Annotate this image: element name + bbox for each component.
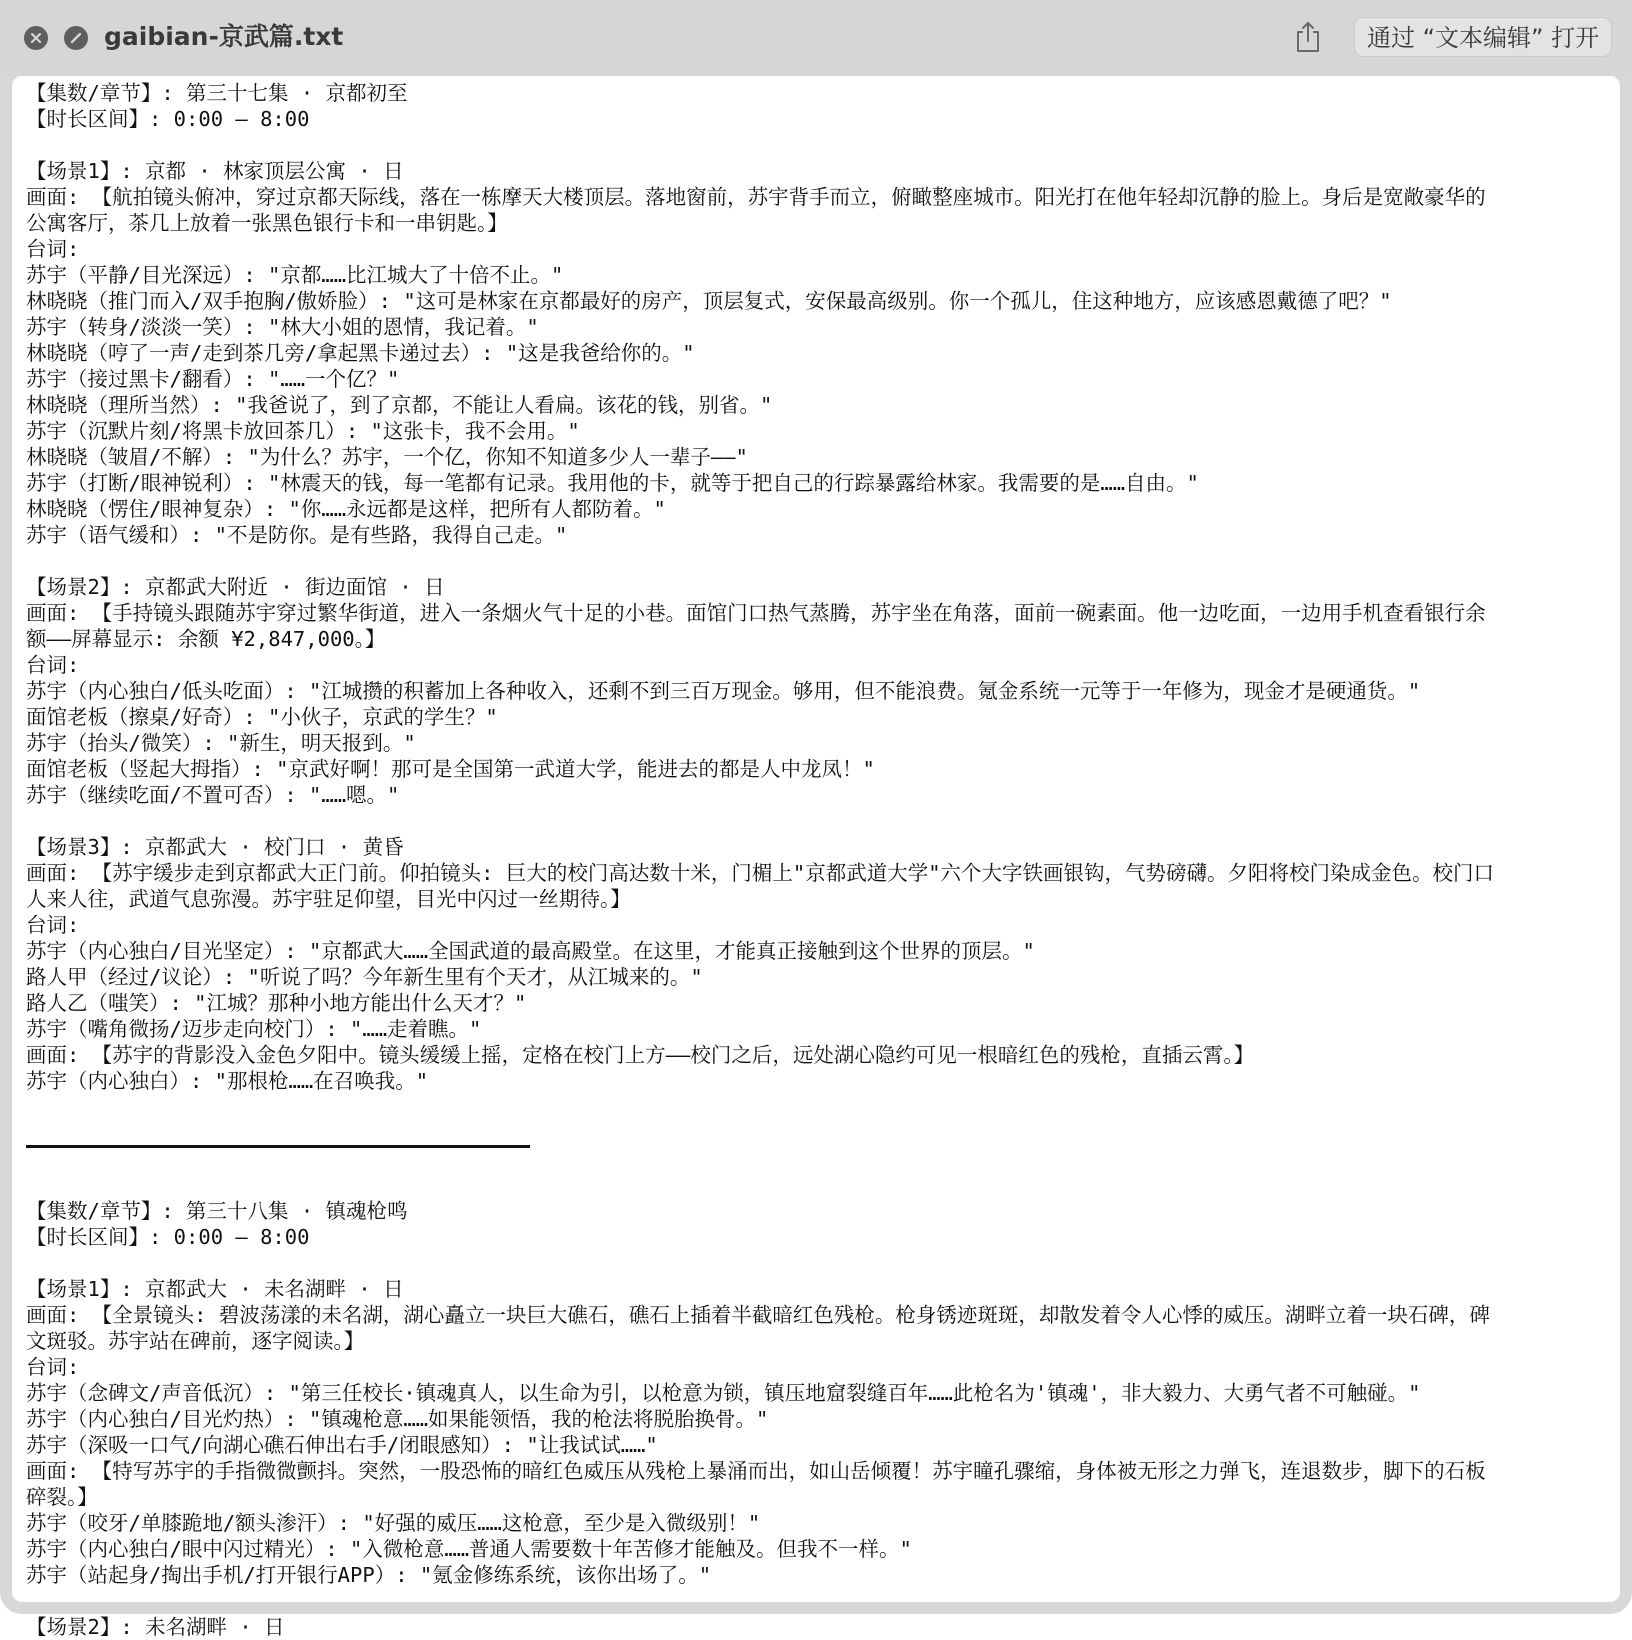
blank-line: [26, 1172, 1618, 1198]
text-line: 【集数/章节】: 第三十七集 · 京都初至: [26, 81, 408, 105]
section-divider: [26, 1120, 1618, 1172]
text-line: 台词:: [26, 237, 80, 261]
text-line: 碎裂。】: [26, 1485, 98, 1509]
text-line: 苏宇（内心独白/低头吃面）: "江城攒的积蓄加上各种收入，还剩不到三百万现金。够用，但不能浪费。氪金系统一元等于一年修为，现金才是硬通货。": [26, 679, 1421, 703]
text-line: 苏宇（沉默片刻/将黑卡放回茶几）: "这张卡，我不会用。": [26, 419, 580, 443]
text-line: 画面: 【手持镜头跟随苏宇穿过繁华街道，进入一条烟火气十足的小巷。面馆门口热气蒸腾，苏宇坐在角落，面前一碗素面。他一边吃面，一边用手机查看银行余: [26, 601, 1486, 625]
text-line: 【场景3】: 京都武大 · 校门口 · 黄昏: [26, 835, 404, 859]
text-line: 苏宇（念碑文/声音低沉）: "第三任校长·镇魂真人，以生命为引，以枪意为锁，镇压地窟裂缝百年……此枪名为'镇魂'，非大毅力、大勇气者不可触碰。": [26, 1381, 1421, 1405]
text-line: 林晓晓（哼了一声/走到茶几旁/拿起黑卡递过去）: "这是我爸给你的。": [26, 341, 695, 365]
blank-line: [26, 1250, 1618, 1276]
document-title: gaibian-京武篇.txt: [104, 22, 344, 51]
blank-line: [26, 1094, 1618, 1120]
text-line: 林晓晓（理所当然）: "我爸说了，到了京都，不能让人看扁。该花的钱，别省。": [26, 393, 773, 417]
text-line: 苏宇（继续吃面/不置可否）: "……嗯。": [26, 783, 400, 807]
document-content[interactable]: [12, 76, 1620, 1639]
text-line: 苏宇（内心独白）: "那根枪……在召唤我。": [26, 1069, 429, 1093]
text-line: 画面: 【苏宇缓步走到京都武大正门前。仰拍镜头: 巨大的校门高达数十米，门楣上"京都武道大学"六个大字铁画银钩，气势磅礴。夕阳将校门染成金色。校门口: [26, 861, 1495, 885]
text-line: 画面: 【特写苏宇的手指微微颤抖。突然，一股恐怖的暗红色威压从残枪上暴涌而出，如山岳倾覆！苏宇瞳孔骤缩，身体被无形之力弹飞，连退数步，脚下的石板: [26, 1459, 1486, 1483]
text-line: 苏宇（语气缓和）: "不是防你。是有些路，我得自己走。": [26, 523, 568, 547]
text-line: 【集数/章节】: 第三十八集 · 镇魂枪鸣: [26, 1199, 408, 1223]
text-line: 画面: 【苏宇的背影没入金色夕阳中。镜头缓缓上摇，定格在校门上方——校门之后，远处湖心隐约可见一根暗红色的残枪，直插云霄。】: [26, 1043, 1255, 1067]
text-line: 路人甲（经过/议论）: "听说了吗？今年新生里有个天才，从江城来的。": [26, 965, 703, 989]
title-bar: [0, 0, 1632, 76]
text-line: 画面: 【全景镜头: 碧波荡漾的未名湖，湖心矗立一块巨大礁石，礁石上插着半截暗红色残枪。枪身锈迹斑斑，却散发着令人心悸的威压。湖畔立着一块石碑，碑: [26, 1303, 1490, 1327]
text-line: 画面: 【航拍镜头俯冲，穿过京都天际线，落在一栋摩天大楼顶层。落地窗前，苏宇背手而立，俯瞰整座城市。阳光打在他年轻却沉静的脸上。身后是宽敞豪华的: [26, 185, 1486, 209]
text-line: 面馆老板（竖起大拇指）: "京武好啊！那可是全国第一武道大学，能进去的都是人中龙凤！": [26, 757, 875, 781]
text-line: 苏宇（抬头/微笑）: "新生，明天报到。": [26, 731, 416, 755]
text-line: 【场景2】: 未名湖畔 · 日: [26, 1615, 285, 1639]
text-line: 【时长区间】: 0:00 – 8:00: [26, 107, 310, 131]
disabled-window-button[interactable]: [64, 26, 88, 50]
text-line: 苏宇（内心独白/目光灼热）: "镇魂枪意……如果能领悟，我的枪法将脱胎换骨。": [26, 1407, 769, 1431]
close-button[interactable]: [24, 26, 48, 50]
text-line: 面馆老板（擦桌/好奇）: "小伙子，京武的学生？": [26, 705, 498, 729]
text-line: 【场景2】: 京都武大附近 · 街边面馆 · 日: [26, 575, 445, 599]
text-line: 苏宇（平静/目光深远）: "京都……比江城大了十倍不止。": [26, 263, 564, 287]
text-line: 苏宇（咬牙/单膝跪地/额头渗汗）: "好强的威压……这枪意，至少是入微级别！": [26, 1511, 761, 1535]
text-line: 【时长区间】: 0:00 – 8:00: [26, 1225, 310, 1249]
text-line: 公寓客厅，茶几上放着一张黑色银行卡和一串钥匙。】: [26, 211, 508, 235]
share-button[interactable]: [1294, 20, 1322, 54]
text-line: 林晓晓（愣住/眼神复杂）: "你……永远都是这样，把所有人都防着。": [26, 497, 666, 521]
blank-line: [26, 548, 1618, 574]
text-line: 林晓晓（皱眉/不解）: "为什么？苏宇，一个亿，你知不知道多少人一辈子——": [26, 445, 748, 469]
document-text: [26, 80, 1618, 1640]
text-line: 苏宇（内心独白/目光坚定）: "京都武大……全国武道的最高殿堂。在这里，才能真正接触到这个世界的顶层。": [26, 939, 1035, 963]
text-line: 台词:: [26, 1355, 80, 1379]
text-line: 苏宇（打断/眼神锐利）: "林震天的钱，每一笔都有记录。我用他的卡，就等于把自己的行踪暴露给林家。我需要的是……自由。": [26, 471, 1199, 495]
text-line: 路人乙（嗤笑）: "江城？那种小地方能出什么天才？": [26, 991, 527, 1015]
text-line: 苏宇（接过黑卡/翻看）: "……一个亿？": [26, 367, 400, 391]
disable-icon: [69, 31, 83, 45]
text-line: 额——屏幕显示: 余额 ¥2,847,000。】: [26, 627, 386, 651]
text-line: 台词:: [26, 653, 80, 677]
text-line: 【场景1】: 京都 · 林家顶层公寓 · 日: [26, 159, 404, 183]
text-line: 台词:: [26, 913, 80, 937]
text-line: 苏宇（嘴角微扬/迈步走向校门）: "……走着瞧。": [26, 1017, 482, 1041]
close-icon: [30, 32, 42, 44]
blank-line: [26, 1588, 1618, 1614]
text-line: 苏宇（深吸一口气/向湖心礁石伸出右手/闭眼感知）: "让我试试……": [26, 1433, 658, 1457]
text-line: 人来人往，武道气息弥漫。苏宇驻足仰望，目光中闪过一丝期待。】: [26, 887, 631, 911]
open-with-textedit-button[interactable]: 通过 “文本编辑” 打开: [1354, 17, 1612, 57]
text-line: 【场景1】: 京都武大 · 未名湖畔 · 日: [26, 1277, 404, 1301]
share-icon: [1294, 20, 1322, 54]
blank-line: [26, 132, 1618, 158]
text-line: 苏宇（站起身/掏出手机/打开银行APP）: "氪金修练系统，该你出场了。": [26, 1563, 712, 1587]
text-line: 文斑驳。苏宇站在碑前，逐字阅读。】: [26, 1329, 365, 1353]
text-line: 苏宇（转身/淡淡一笑）: "林大小姐的恩情，我记着。": [26, 315, 539, 339]
text-line: 苏宇（内心独白/眼中闪过精光）: "入微枪意……普通人需要数十年苦修才能触及。但我不一样。": [26, 1537, 912, 1561]
text-line: 林晓晓（推门而入/双手抱胸/傲娇脸）: "这可是林家在京都最好的房产，顶层复式，安保最高级别。你一个孤儿，住这种地方，应该感恩戴德了吧？": [26, 289, 1392, 313]
blank-line: [26, 808, 1618, 834]
